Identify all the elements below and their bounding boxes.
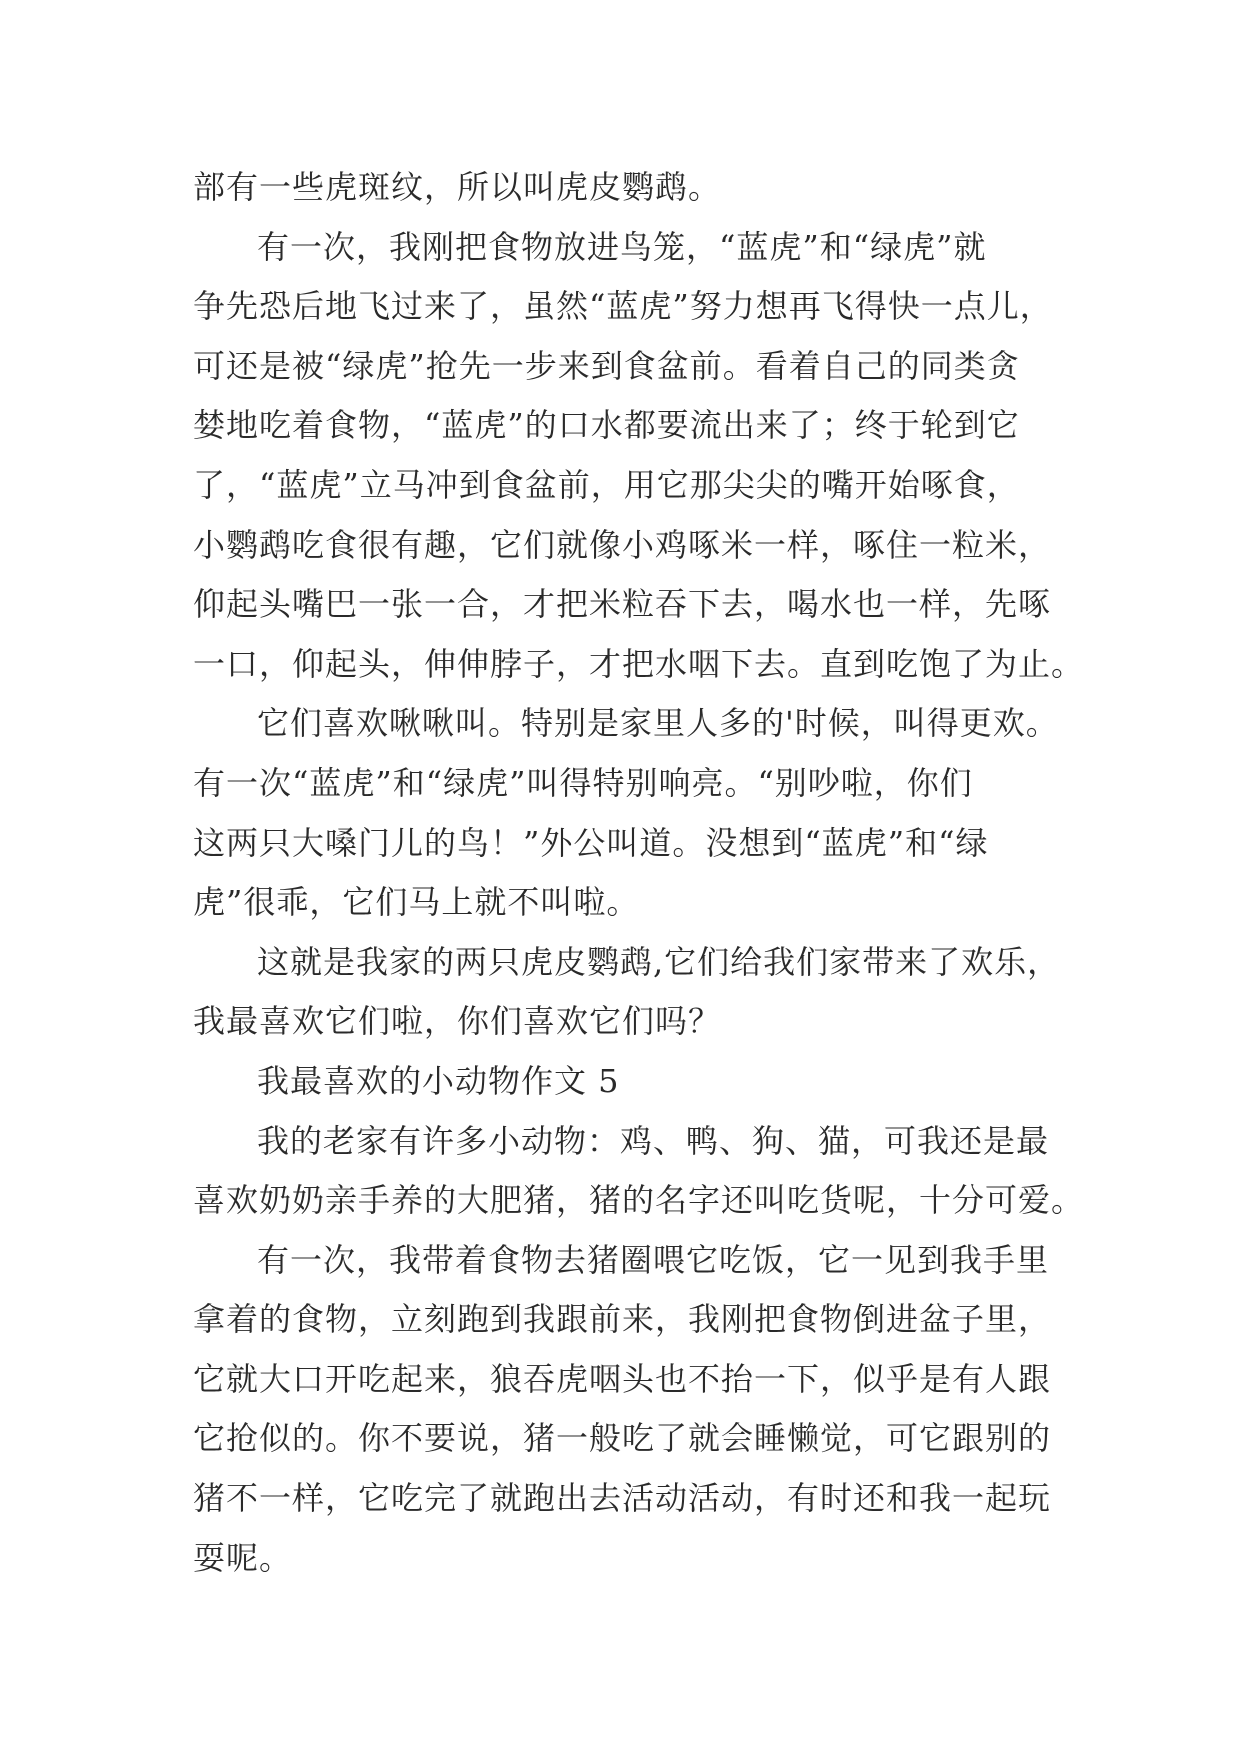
text-line: 它们喜欢啾啾叫。特别是家里人多的'时候，叫得更欢。 [257,704,1059,743]
text-line: 它抢似的。你不要说，猪一般吃了就会睡懒觉，可它跟别的 [193,1419,1052,1458]
text-line: 它就大口开吃起来，狼吞虎咽头也不抬一下，似乎是有人跟 [193,1359,1052,1398]
text-line: 小鹦鹉吃食很有趣，它们就像小鸡啄米一样，啄住一粒米， [193,525,1052,564]
text-line: 这就是我家的两只虎皮鹦鹉,它们给我们家带来了欢乐， [257,942,1061,981]
text-line: 争先恐后地飞过来了，虽然“蓝虎”努力想再飞得快一点儿， [193,287,1053,326]
text-line: 喜欢奶奶亲手养的大肥猪，猪的名字还叫吃货呢，十分可爱。 [193,1181,1085,1220]
text-line: 婪地吃着食物，“蓝虎”的口水都要流出来了；终于轮到它 [193,406,1020,445]
text-line: 我最喜欢它们啦，你们喜欢它们吗？ [193,1002,722,1041]
text-line: 这两只大嗓门儿的鸟！”外公叫道。没想到“蓝虎”和“绿 [193,823,989,862]
text-line: 有一次，我刚把食物放进鸟笼，“蓝虎”和“绿虎”就 [257,227,987,266]
text-line: 我最喜欢的小动物作文 5 [257,1061,620,1100]
text-line: 有一次“蓝虎”和“绿虎”叫得特别响亮。“别吵啦，你们 [193,763,973,802]
text-line: 部有一些虎斑纹，所以叫虎皮鹦鹉。 [193,168,722,206]
text-line: 虎”很乖，它们马上就不叫啦。 [193,883,640,922]
document-body [193,158,1085,1588]
text-line: 猪不一样，它吃完了就跑出去活动活动，有时还和我一起玩 [193,1479,1052,1518]
text-line: 耍呢。 [193,1538,293,1577]
text-line: 我的老家有许多小动物：鸡、鸭、狗、猫，可我还是最 [257,1121,1050,1160]
text-line: 仰起头嘴巴一张一合，才把米粒吞下去，喝水也一样，先啄 [193,585,1052,624]
text-line: 可还是被“绿虎”抢先一步来到食盆前。看着自己的同类贪 [193,346,1020,385]
text-line: 有一次，我带着食物去猪圈喂它吃饭，它一见到我手里 [257,1240,1050,1279]
text-line: 一口，仰起头，伸伸脖子，才把水咽下去。直到吃饱了为止。 [193,644,1085,683]
text-line: 了，“蓝虎”立马冲到食盆前，用它那尖尖的嘴开始啄食， [193,465,1020,504]
text-line: 拿着的食物，立刻跑到我跟前来，我刚把食物倒进盆子里， [193,1300,1052,1339]
